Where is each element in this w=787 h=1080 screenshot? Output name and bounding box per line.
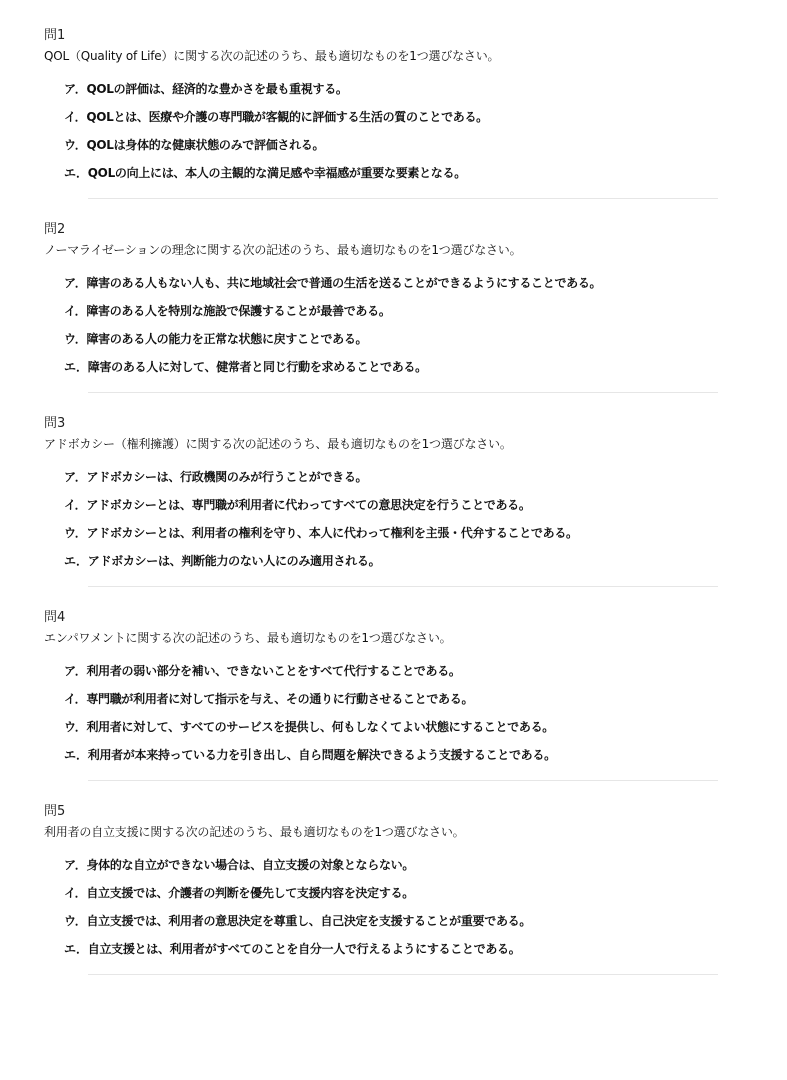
divider bbox=[88, 974, 718, 975]
option-list bbox=[44, 269, 787, 381]
question-number: 問4 bbox=[44, 610, 66, 625]
option-e: エ．QOLの向上には、本人の主観的な満足感や幸福感が重要な要素となる。 bbox=[64, 166, 466, 180]
option-i: イ．自立支援では、介護者の判断を優先して支援内容を決定する。 bbox=[64, 886, 414, 900]
divider bbox=[88, 780, 718, 781]
question-4 bbox=[44, 608, 787, 781]
option-list bbox=[44, 851, 787, 963]
option-a: ア．利用者の弱い部分を補い、できないことをすべて代行することである。 bbox=[64, 664, 461, 678]
option-u: ウ．障害のある人の能力を正常な状態に戻すことである。 bbox=[64, 332, 368, 346]
option-a: ア．アドボカシーは、行政機関のみが行うことができる。 bbox=[64, 470, 368, 484]
option-u: ウ．利用者に対して、すべてのサービスを提供し、何もしなくてよい状態にすることである。 bbox=[64, 720, 554, 734]
question-number: 問1 bbox=[44, 28, 66, 43]
question-3 bbox=[44, 414, 787, 587]
option-a: ア．身体的な自立ができない場合は、自立支援の対象とならない。 bbox=[64, 858, 415, 872]
divider bbox=[88, 392, 718, 393]
divider bbox=[88, 586, 718, 587]
option-e: エ．利用者が本来持っている力を引き出し、自ら問題を解決できるよう支援することである。 bbox=[64, 748, 556, 762]
question-text: QOL（Quality of Life）に関する次の記述のうち、最も適切なものを1つ選びなさい。 bbox=[44, 49, 500, 63]
question-text: アドボカシー（権利擁護）に関する次の記述のうち、最も適切なものを1つ選びなさい。 bbox=[44, 437, 512, 451]
question-text: 利用者の自立支援に関する次の記述のうち、最も適切なものを1つ選びなさい。 bbox=[44, 825, 465, 839]
option-u: ウ．自立支援では、利用者の意思決定を尊重し、自己決定を支援することが重要である。 bbox=[64, 914, 532, 928]
question-5 bbox=[44, 802, 787, 975]
option-u: ウ．アドボカシーとは、利用者の権利を守り、本人に代わって権利を主張・代弁することである。 bbox=[64, 526, 578, 540]
option-list bbox=[44, 75, 787, 187]
option-e: エ．障害のある人に対して、健常者と同じ行動を求めることである。 bbox=[64, 360, 427, 374]
question-text: ノーマライゼーションの理念に関する次の記述のうち、最も適切なものを1つ選びなさい。 bbox=[44, 243, 522, 257]
question-number: 問3 bbox=[44, 416, 66, 431]
option-i: イ．専門職が利用者に対して指示を与え、その通りに行動させることである。 bbox=[64, 692, 474, 706]
option-list bbox=[44, 657, 787, 769]
question-text: エンパワメントに関する次の記述のうち、最も適切なものを1つ選びなさい。 bbox=[44, 631, 452, 645]
question-number: 問5 bbox=[44, 804, 66, 819]
option-i: イ．障害のある人を特別な施設で保護することが最善である。 bbox=[64, 304, 391, 318]
question-2 bbox=[44, 220, 787, 393]
option-a: ア．障害のある人もない人も、共に地域社会で普通の生活を送ることができるようにすることである。 bbox=[64, 276, 602, 290]
option-list bbox=[44, 463, 787, 575]
divider bbox=[88, 198, 718, 199]
question-number: 問2 bbox=[44, 222, 66, 237]
option-a: ア．QOLの評価は、経済的な豊かさを最も重視する。 bbox=[64, 82, 348, 96]
option-i: イ．QOLとは、医療や介護の専門職が客観的に評価する生活の質のことである。 bbox=[64, 110, 488, 124]
option-u: ウ．QOLは身体的な健康状態のみで評価される。 bbox=[64, 138, 325, 152]
option-e: エ．自立支援とは、利用者がすべてのことを自分一人で行えるようにすることである。 bbox=[64, 942, 521, 956]
question-1 bbox=[44, 26, 787, 199]
option-e: エ．アドボカシーは、判断能力のない人にのみ適用される。 bbox=[64, 554, 381, 568]
option-i: イ．アドボカシーとは、専門職が利用者に代わってすべての意思決定を行うことである。 bbox=[64, 498, 531, 512]
